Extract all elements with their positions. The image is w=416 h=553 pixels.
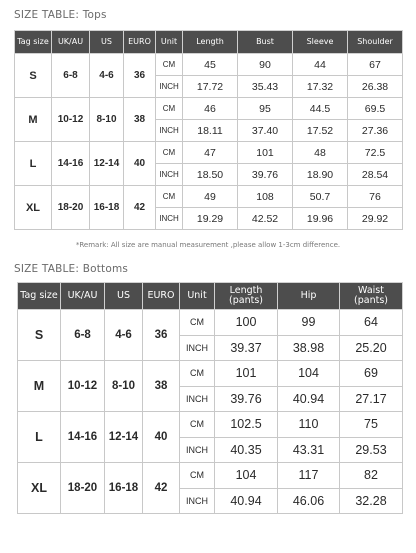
us-size-cell: 12-14 <box>105 412 143 463</box>
tag-size-cell: M <box>18 361 61 412</box>
euro-size-cell: 42 <box>143 463 180 514</box>
measurement-cell: 28.54 <box>348 164 403 186</box>
measurement-cell: 27.17 <box>340 386 403 412</box>
bottoms-header-cell <box>61 283 105 310</box>
measurement-cell: 108 <box>238 186 293 208</box>
bottoms-header-cell <box>340 283 403 310</box>
us-size-cell: 8-10 <box>105 361 143 412</box>
tops-header-cell <box>90 31 124 54</box>
measurement-cell: 29.92 <box>348 208 403 230</box>
unit-cell: CM <box>156 98 183 120</box>
measurement-cell: 104 <box>215 463 278 489</box>
tops-table-row <box>15 54 403 76</box>
measurement-cell: 49 <box>183 186 238 208</box>
bottoms-table-row <box>18 463 403 489</box>
measurement-cell: 39.37 <box>215 335 278 361</box>
bottoms-header-text: US <box>117 290 130 302</box>
measurement-cell: 26.38 <box>348 76 403 98</box>
uk-au-cell: 10-12 <box>61 361 105 412</box>
us-size-cell: 16-18 <box>105 463 143 514</box>
unit-cell: INCH <box>180 386 215 412</box>
measurement-cell: 44 <box>293 54 348 76</box>
tops-size-table <box>14 30 403 230</box>
bottoms-header-text: Waist <box>358 285 384 297</box>
measurement-cell: 102.5 <box>215 412 278 438</box>
tops-header-text: Shoulder <box>357 36 393 46</box>
tops-header-text: EURO <box>128 36 151 46</box>
measurement-cell: 72.5 <box>348 142 403 164</box>
bottoms-header-cell <box>18 283 61 310</box>
measurement-cell: 35.43 <box>238 76 293 98</box>
measurement-cell: 67 <box>348 54 403 76</box>
bottoms-title-name: Bottoms <box>82 263 129 275</box>
uk-au-cell: 6-8 <box>52 54 90 98</box>
measurement-cell: 40.35 <box>215 437 278 463</box>
bottoms-header-cell <box>105 283 143 310</box>
bottoms-header-text: Length <box>229 285 263 297</box>
uk-au-cell: 14-16 <box>52 142 90 186</box>
unit-cell: INCH <box>156 164 183 186</box>
unit-cell: CM <box>156 142 183 164</box>
euro-size-cell: 42 <box>124 186 156 230</box>
tops-header-cell <box>293 31 348 54</box>
uk-au-cell: 14-16 <box>61 412 105 463</box>
measurement-cell: 38.98 <box>278 335 340 361</box>
measurement-cell: 101 <box>238 142 293 164</box>
tops-table-row <box>15 98 403 120</box>
measurement-cell: 76 <box>348 186 403 208</box>
tops-table-body <box>15 54 403 230</box>
uk-au-cell: 18-20 <box>52 186 90 230</box>
measurement-cell: 18.50 <box>183 164 238 186</box>
measurement-cell: 42.52 <box>238 208 293 230</box>
us-size-cell: 8-10 <box>90 98 124 142</box>
measurement-cell: 25.20 <box>340 335 403 361</box>
euro-size-cell: 40 <box>124 142 156 186</box>
euro-size-cell: 38 <box>124 98 156 142</box>
us-size-cell: 4-6 <box>105 310 143 361</box>
bottoms-header-text: EURO <box>147 290 175 302</box>
bottoms-header-row <box>18 283 403 310</box>
measurement-cell: 95 <box>238 98 293 120</box>
bottoms-header-text: UK/AU <box>67 290 98 302</box>
measurement-cell: 117 <box>278 463 340 489</box>
tops-header-text: Sleeve <box>306 36 334 46</box>
bottoms-table-row <box>18 412 403 438</box>
tag-size-cell: L <box>18 412 61 463</box>
measurement-cell: 19.96 <box>293 208 348 230</box>
measurement-cell: 18.90 <box>293 164 348 186</box>
measurement-cell: 47 <box>183 142 238 164</box>
measurement-cell: 29.53 <box>340 437 403 463</box>
measurement-cell: 32.28 <box>340 488 403 514</box>
measurement-cell: 27.36 <box>348 120 403 142</box>
bottoms-title-prefix: SIZE TABLE: <box>14 263 80 275</box>
unit-cell: CM <box>156 186 183 208</box>
tops-header-text: Bust <box>256 36 274 46</box>
tops-header-text: Tag size <box>17 36 49 46</box>
measurement-cell: 17.32 <box>293 76 348 98</box>
unit-cell: INCH <box>180 335 215 361</box>
uk-au-cell: 18-20 <box>61 463 105 514</box>
bottoms-header-text: (pants) <box>354 295 388 306</box>
us-size-cell: 12-14 <box>90 142 124 186</box>
unit-cell: INCH <box>180 488 215 514</box>
tag-size-cell: S <box>18 310 61 361</box>
unit-cell: INCH <box>156 76 183 98</box>
measurement-cell: 46 <box>183 98 238 120</box>
unit-cell: CM <box>180 412 215 438</box>
measurement-cell: 104 <box>278 361 340 387</box>
measurement-cell: 69.5 <box>348 98 403 120</box>
unit-cell: CM <box>180 310 215 336</box>
measurement-cell: 82 <box>340 463 403 489</box>
measurement-cell: 64 <box>340 310 403 336</box>
tops-section-title <box>14 9 107 21</box>
tops-header-cell <box>52 31 90 54</box>
tag-size-cell: S <box>15 54 52 98</box>
tops-title-name: Tops <box>82 9 107 21</box>
bottoms-header-text: Tag size <box>20 290 58 302</box>
tops-header-text: Length <box>196 36 224 46</box>
bottoms-table-row <box>18 310 403 336</box>
measurement-cell: 39.76 <box>215 386 278 412</box>
us-size-cell: 16-18 <box>90 186 124 230</box>
measurement-cell: 50.7 <box>293 186 348 208</box>
measurement-cell: 39.76 <box>238 164 293 186</box>
measurement-cell: 40.94 <box>278 386 340 412</box>
bottoms-header-cell <box>180 283 215 310</box>
unit-cell: INCH <box>180 437 215 463</box>
tops-header-row <box>15 31 403 54</box>
tops-header-text: US <box>101 36 112 46</box>
bottoms-header-cell <box>143 283 180 310</box>
tag-size-cell: L <box>15 142 52 186</box>
bottoms-table-row <box>18 361 403 387</box>
measurement-cell: 17.52 <box>293 120 348 142</box>
euro-size-cell: 36 <box>143 310 180 361</box>
tag-size-cell: XL <box>15 186 52 230</box>
measurement-cell: 75 <box>340 412 403 438</box>
measurement-cell: 99 <box>278 310 340 336</box>
tops-header-cell <box>156 31 183 54</box>
unit-cell: CM <box>180 463 215 489</box>
us-size-cell: 4-6 <box>90 54 124 98</box>
measurement-cell: 101 <box>215 361 278 387</box>
euro-size-cell: 36 <box>124 54 156 98</box>
measurement-cell: 40.94 <box>215 488 278 514</box>
measurement-cell: 69 <box>340 361 403 387</box>
measurement-cell: 17.72 <box>183 76 238 98</box>
tops-header-cell <box>183 31 238 54</box>
measurement-cell: 37.40 <box>238 120 293 142</box>
measurement-cell: 45 <box>183 54 238 76</box>
tag-size-cell: XL <box>18 463 61 514</box>
measurement-cell: 90 <box>238 54 293 76</box>
measurement-remark: *Remark: All size are manual measurement ,please allow 1-3cm difference. <box>75 241 341 249</box>
uk-au-cell: 6-8 <box>61 310 105 361</box>
measurement-cell: 44.5 <box>293 98 348 120</box>
tops-table-row <box>15 186 403 208</box>
bottoms-section-title <box>14 263 128 275</box>
bottoms-header-text: Unit <box>187 290 207 302</box>
tag-size-cell: M <box>15 98 52 142</box>
tops-header-cell <box>238 31 293 54</box>
tops-header-text: Unit <box>160 36 178 46</box>
euro-size-cell: 38 <box>143 361 180 412</box>
measurement-cell: 48 <box>293 142 348 164</box>
euro-size-cell: 40 <box>143 412 180 463</box>
unit-cell: CM <box>180 361 215 387</box>
tops-title-prefix: SIZE TABLE: <box>14 9 80 21</box>
unit-cell: CM <box>156 54 183 76</box>
measurement-cell: 110 <box>278 412 340 438</box>
bottoms-table-body <box>18 310 403 514</box>
bottoms-header-cell <box>278 283 340 310</box>
measurement-cell: 43.31 <box>278 437 340 463</box>
tops-table-row <box>15 142 403 164</box>
uk-au-cell: 10-12 <box>52 98 90 142</box>
measurement-cell: 46.06 <box>278 488 340 514</box>
measurement-cell: 19.29 <box>183 208 238 230</box>
bottoms-header-text: Hip <box>300 290 317 302</box>
tops-header-cell <box>348 31 403 54</box>
tops-header-cell <box>15 31 52 54</box>
measurement-cell: 100 <box>215 310 278 336</box>
unit-cell: INCH <box>156 208 183 230</box>
unit-cell: INCH <box>156 120 183 142</box>
tops-header-text: UK/AU <box>57 36 84 46</box>
tops-header-cell <box>124 31 156 54</box>
bottoms-header-text: (pants) <box>229 295 263 306</box>
bottoms-header-cell <box>215 283 278 310</box>
measurement-cell: 18.11 <box>183 120 238 142</box>
bottoms-size-table <box>17 282 403 514</box>
